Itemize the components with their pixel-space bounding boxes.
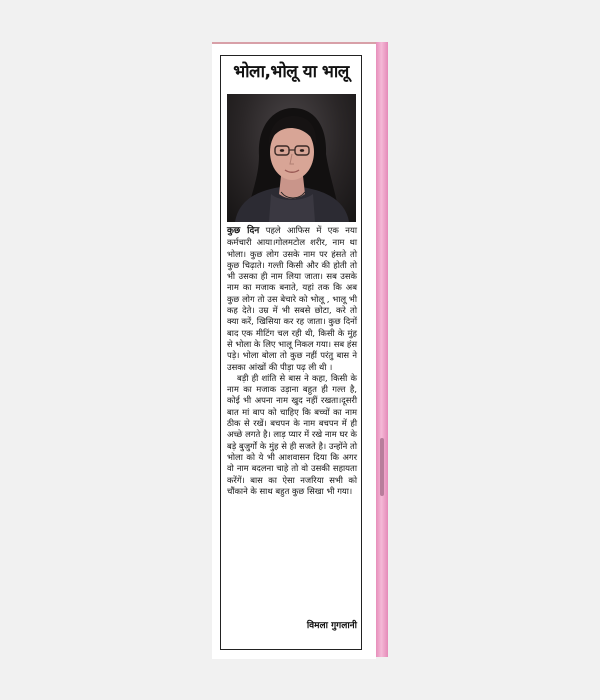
article-paragraph-2: बड़ी ही शांति से बास ने कहा, किसी के नाम का मजाक उड़ाना बहुत ही गल्त है, कोई भी अपना नाम खुद नहीं रखता।दूसरी बात मां बाप को चाहिए कि बच्चों का नाम ठीक से रखें। बचपन के नाम बचपन में ही अच्छे लगते है। लाड़ प्यार में रखे नाम घर के बड़े बुजुर्गों के मुंह से ही सजते है। उन्होंने तो भोला को ये भी आशवासन दिया कि अगर वो नाम बदलना चाहे तो वो उसकी सहायता करेंगें। बास का ऐसा नजरिया सभी को चौंकाने के साथ बहुत कुछ सिखा भी गया। bbox=[227, 372, 357, 496]
portrait-photo-icon bbox=[227, 94, 356, 222]
scrollbar-thumb[interactable] bbox=[380, 438, 384, 496]
article-column bbox=[220, 55, 362, 650]
article-paragraph-1 bbox=[227, 225, 357, 373]
article-paragraph-1-text: पहले आफिस में एक नया कर्मचारी आया।गोलमटोल शरीर, नाम था भोला। कुछ लोग उसके नाम पर हंसते तो कुछ चिढ़ाते। गल्ती किसी और की होती तो भी उसका ही नाम लिया जाता। सब उसके नाम का मजाक बनाते, यहां तक कि अब कुछ लोग तो उस बेचारे को भोलू , भालू भी कह देते। उम्र में भी सबसे छोटा, करे तो क्या करें, खिसिया कर रह जाता। कुछ दिनों बाद एक मीटिंग चल रही थी, किसी के मुंह से भोला के लिए भालू निकल गया। सब हंस पड़े। भोला बोला तो कुछ नहीं परंतु बास ने उसका आंखों की पीड़ा पढ़ ली थी । bbox=[227, 225, 357, 372]
author-byline: विमला गुगलानी bbox=[306, 621, 357, 631]
article-lead: कुछ दिन bbox=[227, 226, 260, 236]
article-headline: भोला,भोलू या भालू bbox=[233, 62, 349, 82]
author-portrait-photo bbox=[227, 94, 356, 222]
page-edge-strip bbox=[376, 42, 388, 657]
article-body bbox=[227, 225, 357, 497]
